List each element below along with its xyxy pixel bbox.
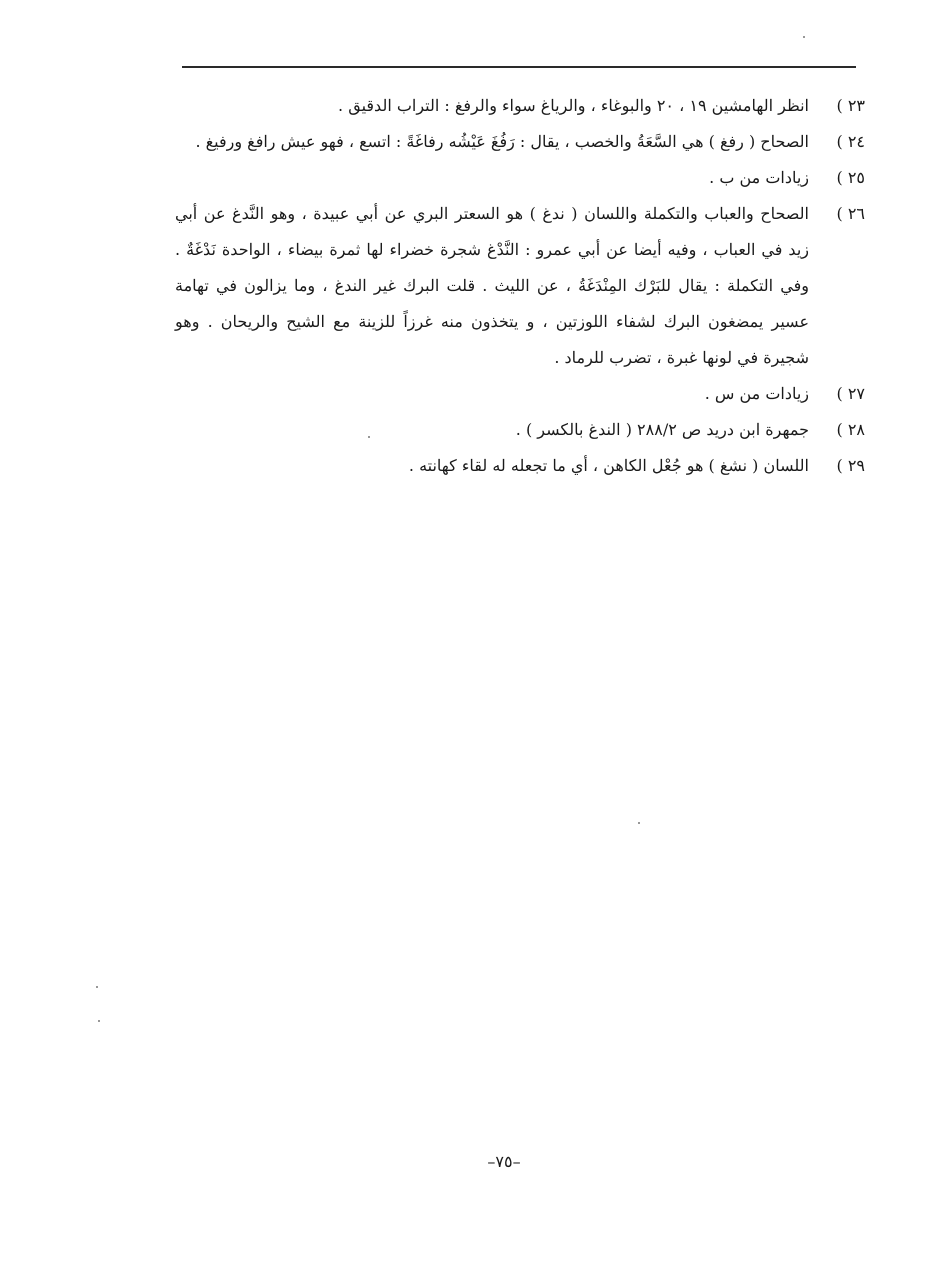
header-rule <box>182 66 856 68</box>
footnote-27 <box>175 376 865 412</box>
page-number: –٧٥– <box>487 1152 521 1171</box>
footnote-28 <box>175 412 865 448</box>
scan-speck <box>96 986 98 988</box>
footnote-number: ٢٩ ) <box>836 456 865 475</box>
footnote-text: زيادات من س . <box>704 384 809 403</box>
footnote-text: انظر الهامشين ١٩ ، ٢٠ والبوغاء ، والرياغ سواء والرفغ : التراب الدقيق . <box>338 96 809 115</box>
scan-speck <box>638 822 640 824</box>
footnotes-list <box>175 88 865 484</box>
footnote-text: اللسان ( نشغ ) هو جُعْل الكاهن ، أي ما تجعله له لقاء كهانته . <box>408 456 809 475</box>
footnote-text: الصحاح والعباب والتكملة واللسان ( ندغ ) هو السعتر البري عن أبي عبيدة ، وهو النَّدغ عن أبي زيد في العباب ، وفيه أيضا عن أبي عمرو : النَّدْغ شجرة خضراء لها ثمرة بيضاء ، الواحدة نَدْغَةٌ . وفي التكملة : يقال للبَرْك المِنْدَغَةُ ، عن الليث . قلت البرك غير الندغ ، وما يزالون في تهامة عسير يمضغون البرك لشفاء اللوزتين ، و يتخذون منه غرزاً للزينة مع الشيح والريحان . وهو شجيرة في لونها غبرة ، تضرب للرماد . <box>175 204 809 367</box>
footnote-number: ٢٣ ) <box>836 96 865 115</box>
footnote-25 <box>175 160 865 196</box>
footnote-text: زيادات من ب . <box>709 168 809 187</box>
scan-speck <box>368 436 370 438</box>
scan-speck <box>803 36 805 38</box>
footnote-text: جمهرة ابن دريد ص ٢٨٨/٢ ( الندغ بالكسر ) . <box>515 420 809 439</box>
footnote-24 <box>175 124 865 160</box>
scan-speck <box>98 1020 100 1022</box>
footnote-29 <box>175 448 865 484</box>
footnote-number: ٢٦ ) <box>836 204 865 223</box>
footnote-number: ٢٨ ) <box>836 420 865 439</box>
footnote-26 <box>175 196 865 376</box>
footnote-23 <box>175 88 865 124</box>
footnote-number: ٢٧ ) <box>836 384 865 403</box>
footnote-number: ٢٤ ) <box>836 132 865 151</box>
footnote-text: الصحاح ( رفغ ) هي السَّعَةُ والخصب ، يقال : رَفُغَ عَيْشُه رفاغَةً : اتسع ، فهو عيش رافغ ورفيغ . <box>195 132 809 151</box>
footnote-number: ٢٥ ) <box>836 168 865 187</box>
